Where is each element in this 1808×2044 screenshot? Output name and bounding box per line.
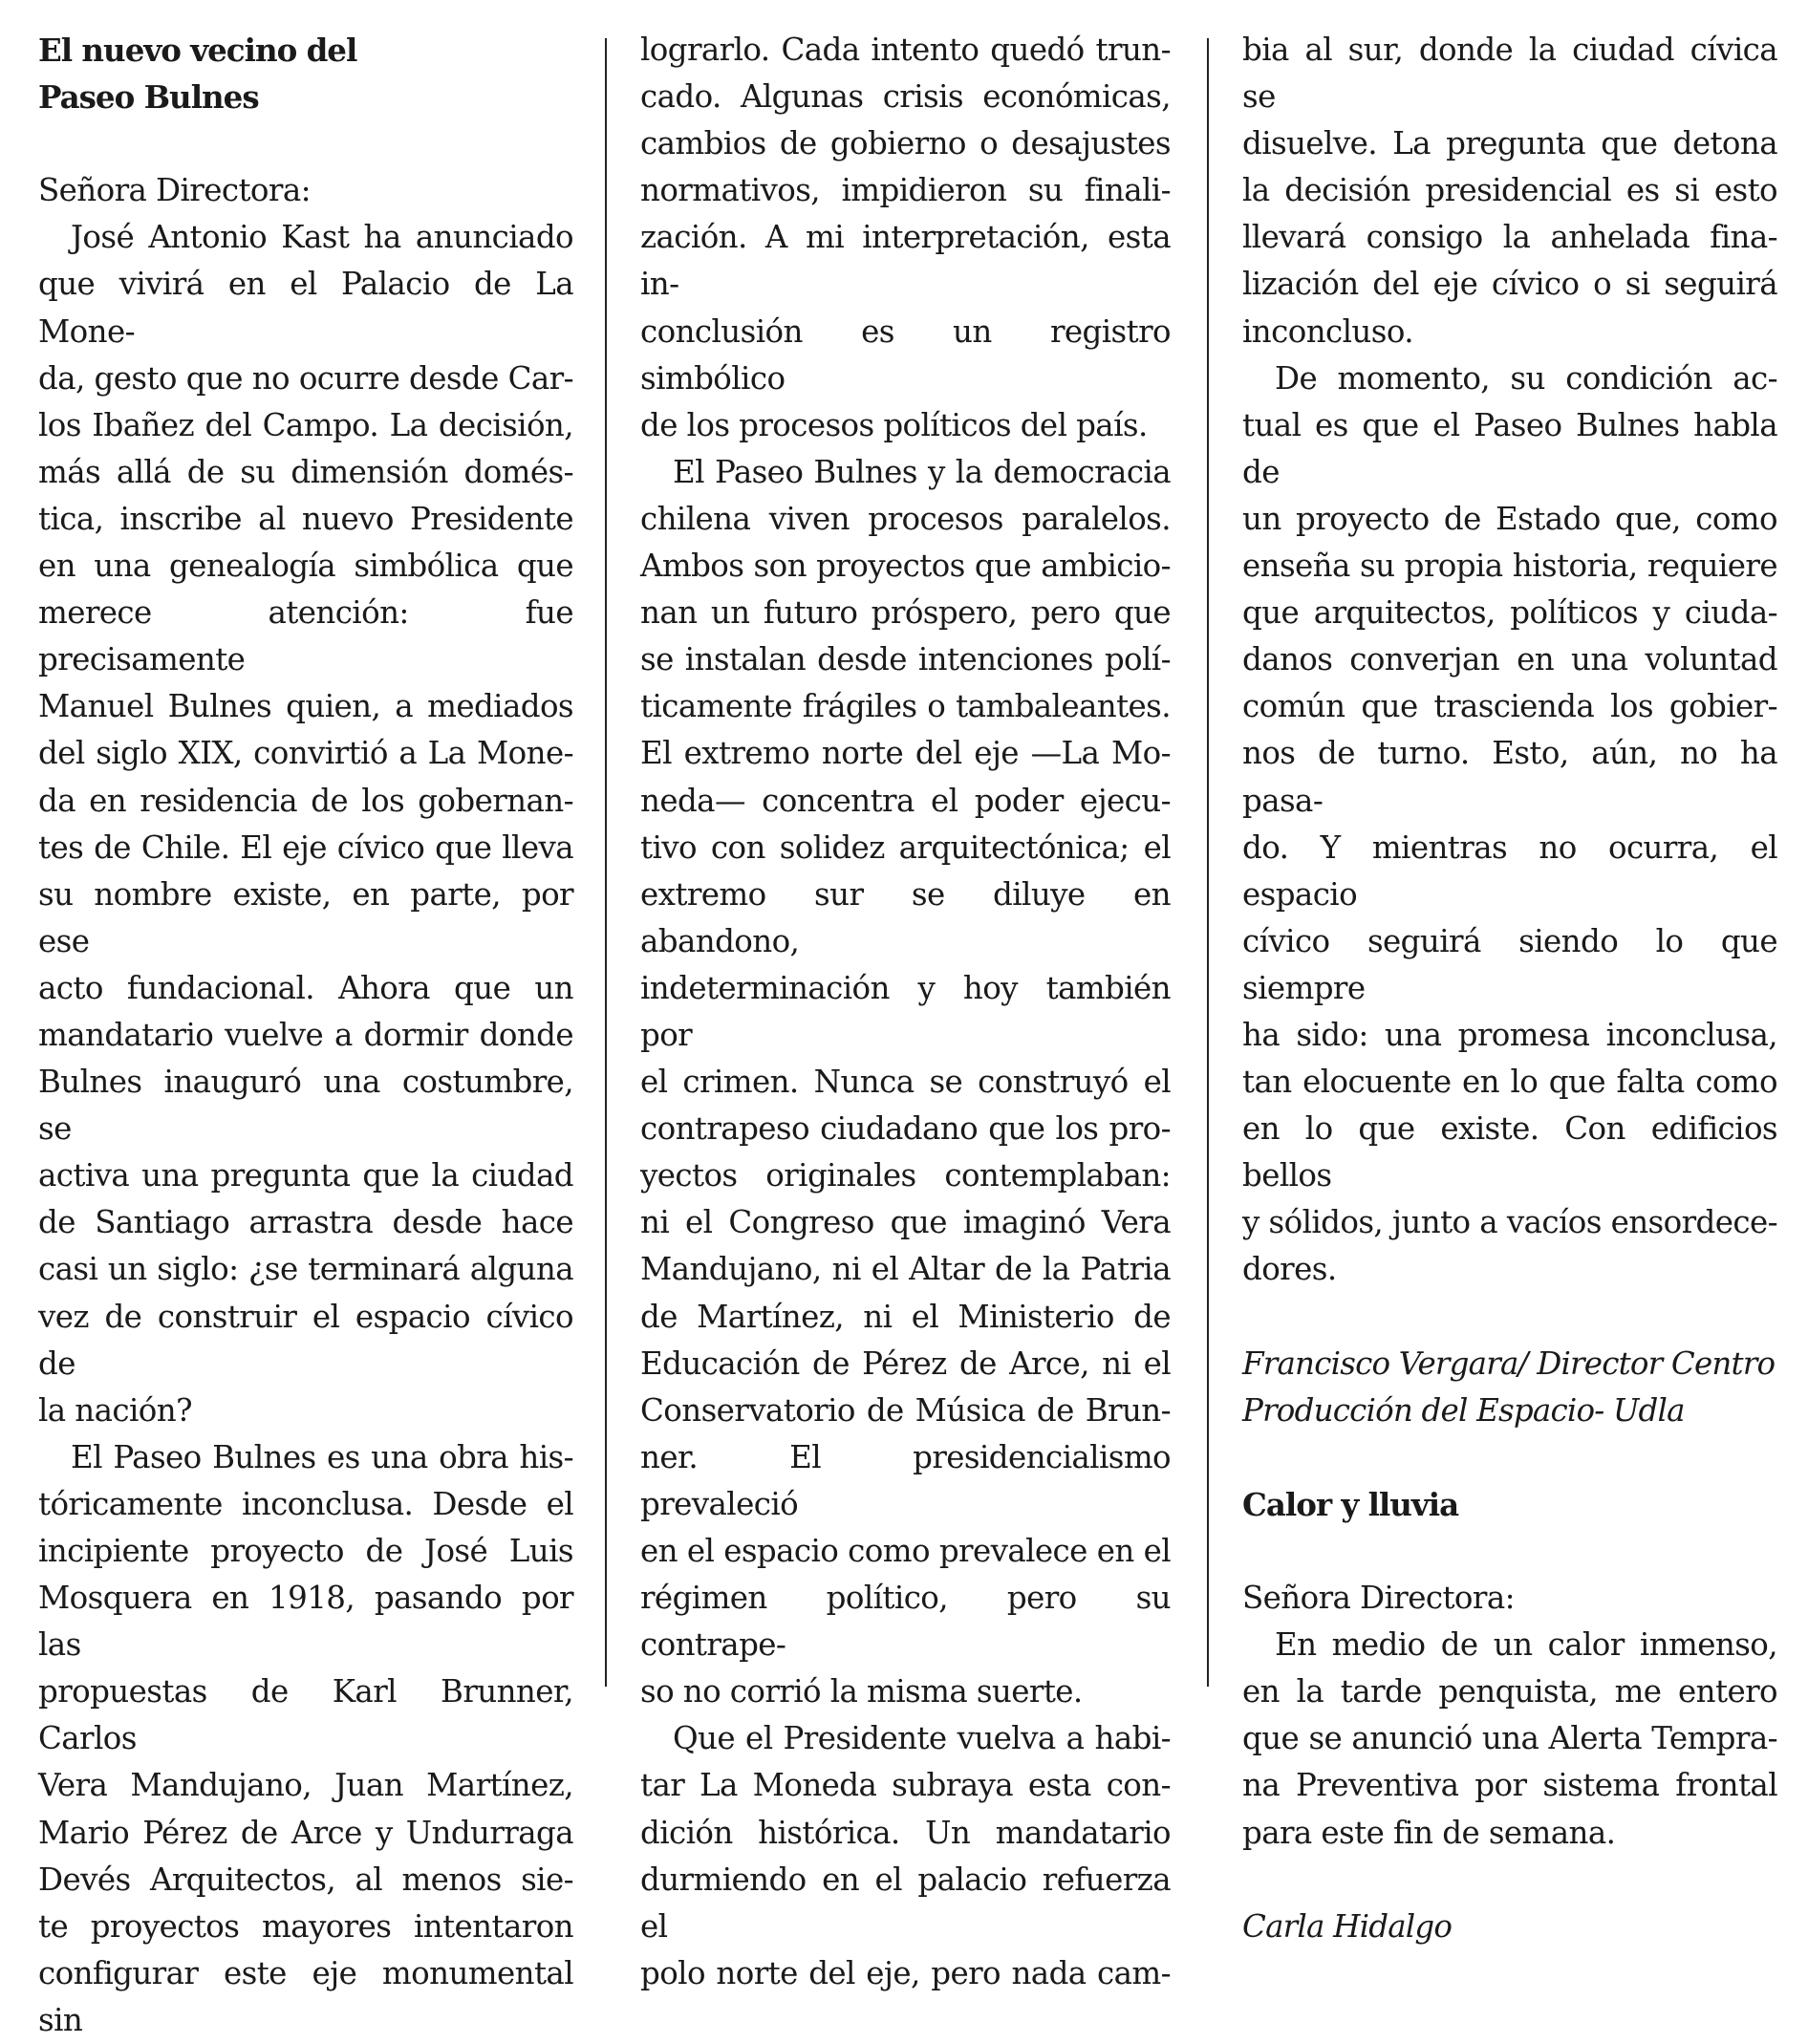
text-line: Mario Pérez de Arce y Undurraga xyxy=(38,1814,573,1851)
text-line: merece atención: fue precisamente xyxy=(38,594,573,678)
text-line: y sólidos, junto a vacíos ensordece- xyxy=(1242,1204,1777,1241)
text-line: El Paseo Bulnes es una obra his- xyxy=(71,1438,573,1475)
text-line: ticamente frágiles o tambaleantes. xyxy=(640,688,1171,725)
text-line: so no corrió la misma suerte. xyxy=(640,1673,1083,1711)
text-line: dores. xyxy=(1242,1251,1337,1288)
text-line: los Ibañez del Campo. La decisión, xyxy=(38,406,573,443)
text-line: da en residencia de los gobernan- xyxy=(38,782,573,819)
text-line: que vivirá en el Palacio de La Mone- xyxy=(38,266,573,350)
column-2 xyxy=(640,27,1171,1997)
text-line: que arquitectos, políticos y ciuda- xyxy=(1242,594,1777,632)
text-line: Vera Mandujano, Juan Martínez, xyxy=(38,1767,573,1804)
text-line: tes de Chile. El eje cívico que lleva xyxy=(38,828,573,866)
text-line: ner. El presidencialismo prevaleció xyxy=(640,1438,1171,1522)
text-line: Bulnes inauguró una costumbre, se xyxy=(38,1064,573,1148)
text-line: neda— concentra el poder ejecu- xyxy=(640,782,1171,819)
text-line: vez de construir el espacio cívico de xyxy=(38,1298,573,1382)
text-line: zación. A mi interpretación, esta in- xyxy=(640,219,1171,303)
text-line: indeterminación y hoy también por xyxy=(640,969,1171,1053)
text-line: tóricamente inconclusa. Desde el xyxy=(38,1485,573,1522)
text-line: nan un futuro próspero, pero que xyxy=(640,594,1171,632)
text-line: tan elocuente en lo que falta como xyxy=(1242,1064,1777,1101)
text-line: Que el Presidente vuelva a habi- xyxy=(673,1720,1171,1757)
text-line: para este fin de semana. xyxy=(1242,1814,1616,1851)
text-line: te proyectos mayores intentaron xyxy=(38,1907,573,1945)
text-line: disuelve. La pregunta que detona xyxy=(1242,125,1777,162)
text-line: dición histórica. Un mandatario xyxy=(640,1814,1171,1851)
text-line: de Martínez, ni el Ministerio de xyxy=(640,1298,1171,1335)
text-line: Devés Arquitectos, al menos sie- xyxy=(38,1861,573,1898)
text-line: incipiente proyecto de José Luis xyxy=(38,1533,573,1569)
salutation: Señora Directora: xyxy=(1242,1580,1515,1617)
text-line: nos de turno. Esto, aún, no ha pasa- xyxy=(1242,735,1777,819)
text-line: configurar este eje monumental sin xyxy=(38,1954,573,2038)
signature: Francisco Vergara/ Director Centro xyxy=(1242,1345,1776,1382)
text-line: su nombre existe, en parte, por ese xyxy=(38,875,573,959)
text-line: do. Y mientras no ocurra, el espacio xyxy=(1242,828,1777,913)
text-line: En medio de un calor inmenso, xyxy=(1275,1626,1777,1664)
text-line: en una genealogía simbólica que xyxy=(38,548,573,585)
text-line: el crimen. Nunca se construyó el xyxy=(640,1064,1171,1101)
text-line: de los procesos políticos del país. xyxy=(640,406,1148,443)
text-line: casi un siglo: ¿se terminará alguna xyxy=(38,1251,573,1288)
text-line: propuestas de Karl Brunner, Carlos xyxy=(38,1673,573,1757)
text-line: danos converjan en una voluntad xyxy=(1242,641,1777,678)
text-line: inconcluso. xyxy=(1242,312,1413,350)
text-line: tica, inscribe al nuevo Presidente xyxy=(38,500,573,537)
text-line: lización del eje cívico o si seguirá xyxy=(1242,266,1777,303)
letter-title: Calor y lluvia xyxy=(1242,1485,1459,1523)
letter-title: Paseo Bulnes xyxy=(38,78,259,117)
text-line: en el espacio como prevalece en el xyxy=(640,1533,1171,1569)
text-line: del siglo XIX, convirtió a La Mone- xyxy=(38,735,573,772)
text-line: tual es que el Paseo Bulnes habla de xyxy=(1242,406,1777,490)
text-line: normativos, impidieron su finali- xyxy=(640,172,1171,209)
text-line: Mosquera en 1918, pasando por las xyxy=(38,1580,573,1664)
text-line: tar La Moneda subraya esta con- xyxy=(640,1767,1171,1804)
column-3 xyxy=(1242,27,1777,1950)
text-line: de Santiago arrastra desde hace xyxy=(38,1204,573,1241)
text-line: extremo sur se diluye en abandono, xyxy=(640,875,1171,959)
text-line: durmiendo en el palacio refuerza el xyxy=(640,1861,1171,1945)
text-line: más allá de su dimensión domés- xyxy=(38,453,573,490)
salutation: Señora Directora: xyxy=(38,172,311,209)
text-line: régimen político, pero su contrape- xyxy=(640,1580,1171,1664)
text-line: El extremo norte del eje —La Mo- xyxy=(640,735,1171,772)
text-line: Ambos son proyectos que ambicio- xyxy=(640,548,1171,585)
text-line: en la tarde penquista, me entero xyxy=(1242,1673,1777,1711)
text-line: Mandujano, ni el Altar de la Patria xyxy=(640,1251,1171,1288)
text-line: El Paseo Bulnes y la democracia xyxy=(673,453,1171,490)
column-divider xyxy=(1207,38,1209,1687)
signature: Producción del Espacio- Udla xyxy=(1242,1391,1685,1429)
text-line: ha sido: una promesa inconclusa, xyxy=(1242,1016,1777,1053)
text-line: común que trascienda los gobier- xyxy=(1242,688,1777,725)
text-line: Educación de Pérez de Arce, ni el xyxy=(640,1345,1171,1382)
text-line: llevará consigo la anhelada fina- xyxy=(1242,219,1777,256)
text-line: yectos originales contemplaban: xyxy=(640,1157,1171,1194)
text-line: activa una pregunta que la ciudad xyxy=(38,1157,573,1194)
text-line: José Antonio Kast ha anunciado xyxy=(71,219,573,256)
column-divider xyxy=(605,38,607,1687)
text-line: mandatario vuelve a dormir donde xyxy=(38,1016,573,1053)
text-line: ni el Congreso que imaginó Vera xyxy=(640,1204,1171,1241)
text-line: un proyecto de Estado que, como xyxy=(1242,500,1777,537)
text-line: cívico seguirá siendo lo que siempre xyxy=(1242,922,1777,1006)
text-line: Conservatorio de Música de Brun- xyxy=(640,1391,1171,1429)
column-1 xyxy=(38,27,573,2044)
text-line: bia al sur, donde la ciudad cívica se xyxy=(1242,32,1777,116)
text-line: se instalan desde intenciones polí- xyxy=(640,641,1171,678)
text-line: en lo que existe. Con edificios bellos xyxy=(1242,1110,1777,1194)
text-line: enseña su propia historia, requiere xyxy=(1242,548,1777,585)
text-line: Manuel Bulnes quien, a mediados xyxy=(38,688,573,725)
text-line: que se anunció una Alerta Tempra- xyxy=(1242,1720,1777,1757)
text-line: cambios de gobierno o desajustes xyxy=(640,125,1171,162)
text-line: De momento, su condición ac- xyxy=(1275,359,1777,397)
text-line: da, gesto que no ocurre desde Car- xyxy=(38,359,573,397)
text-line: tivo con solidez arquitectónica; el xyxy=(640,828,1171,866)
text-line: polo norte del eje, pero nada cam- xyxy=(640,1954,1171,1991)
text-line: chilena viven procesos paralelos. xyxy=(640,500,1171,537)
text-line: acto fundacional. Ahora que un xyxy=(38,969,573,1006)
text-line: conclusión es un registro simbólico xyxy=(640,312,1171,397)
text-line: la nación? xyxy=(38,1391,192,1429)
text-line: contrapeso ciudadano que los pro- xyxy=(640,1110,1171,1148)
signature: Carla Hidalgo xyxy=(1242,1907,1453,1945)
text-line: la decisión presidencial es si esto xyxy=(1242,172,1777,209)
text-line: na Preventiva por sistema frontal xyxy=(1242,1767,1777,1804)
text-line: lograrlo. Cada intento quedó trun- xyxy=(640,32,1171,68)
letter-title: El nuevo vecino del xyxy=(38,32,357,69)
text-line: cado. Algunas crisis económicas, xyxy=(640,78,1171,116)
